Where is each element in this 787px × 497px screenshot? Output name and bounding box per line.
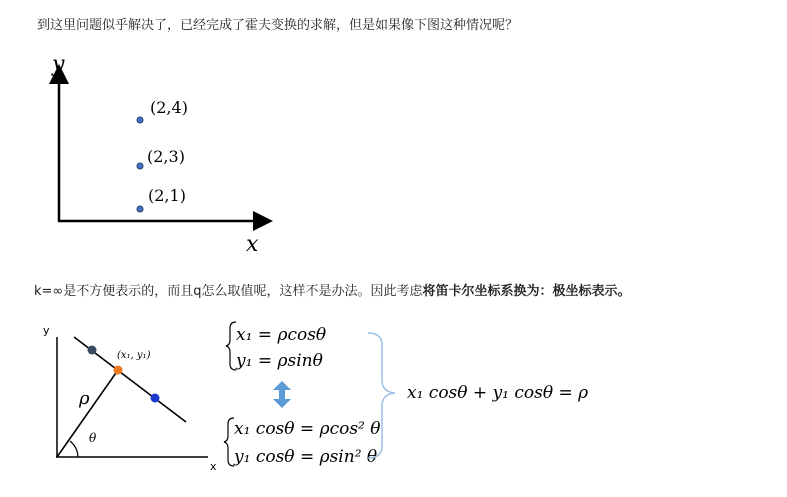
point-label-2-3: (2,3) [147, 147, 185, 166]
foot-point [114, 366, 123, 375]
x-axis-label: x [246, 232, 259, 257]
eq-y1-cos: y₁ cosθ = ρsin² θ [234, 447, 378, 467]
brace-top [226, 322, 236, 370]
result-equation: x₁ cosθ + y₁ cosθ = ρ [407, 383, 589, 403]
explanation-text: k=∞是不方便表示的，而且q怎么取值呢，这样不是办法。因此考虑 [34, 284, 423, 299]
eq-y1: y₁ = ρsinθ [236, 351, 323, 371]
y-axis-label: y [52, 52, 65, 77]
rho-label: ρ [79, 388, 90, 409]
figure-polar [43, 324, 217, 473]
point-2-3 [137, 163, 143, 169]
polar-y-label: y [43, 324, 50, 337]
eq-x1-cos: x₁ cosθ = ρcos² θ [234, 419, 381, 439]
paragraph-question: 到这里问题似乎解决了，已经完成了霍夫变换的求解，但是如果像下图这种情况呢？ [37, 18, 519, 33]
point-2-1 [137, 206, 143, 212]
rho-segment [57, 370, 118, 457]
polar-x-label: x [210, 460, 217, 473]
double-arrow-icon [273, 381, 291, 408]
blue-point [151, 394, 160, 403]
equations-block [224, 322, 588, 467]
point-2-4 [137, 117, 143, 123]
brace-bottom [224, 418, 234, 466]
dark-point [88, 346, 97, 355]
theta-arc [70, 441, 78, 457]
point-x1-y1-label: (x₁, y₁) [117, 350, 151, 361]
point-label-2-4: (2,4) [150, 98, 188, 117]
paragraph-explanation [34, 280, 631, 299]
point-label-2-1: (2,1) [148, 186, 186, 205]
theta-label: θ [89, 431, 97, 445]
big-brace [368, 333, 395, 458]
eq-x1: x₁ = ρcosθ [236, 325, 327, 345]
explanation-bold: 将笛卡尔坐标系换为：极坐标表示。 [422, 284, 631, 299]
